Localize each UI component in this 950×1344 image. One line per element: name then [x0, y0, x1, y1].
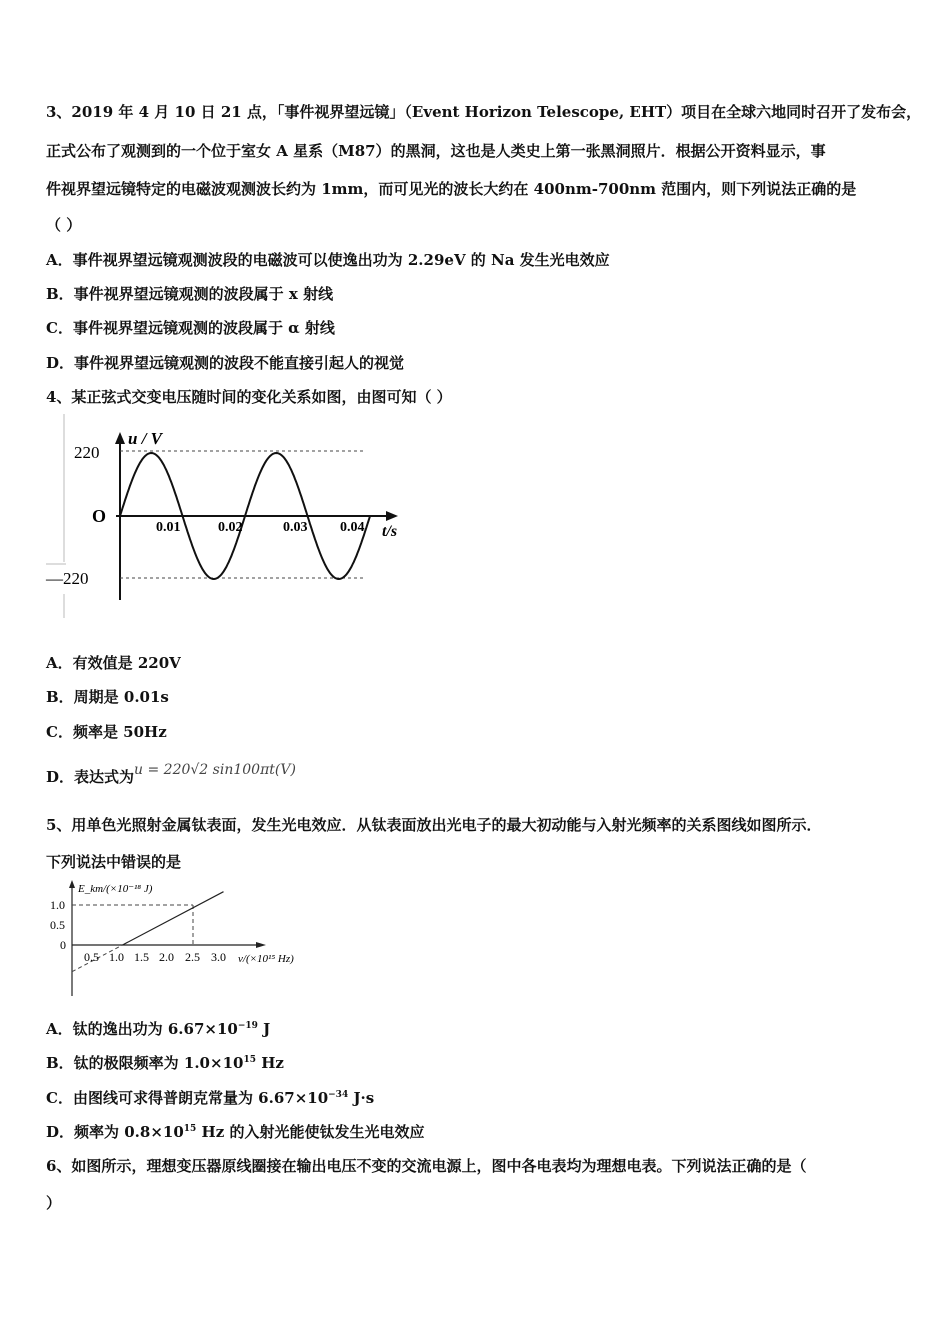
q6-stem-line-2: ） — [46, 1194, 62, 1212]
q5-stem-line-1: 5、用单色光照射金属钛表面，发生光电效应．从钛表面放出光电子的最大初动能与入射光频率的关系图线如图所示． — [46, 816, 822, 834]
q5-option-a-text: A．钛的逸出功为 6.67×10 — [46, 1020, 238, 1038]
x-tick-1.0: 1.0 — [109, 950, 124, 964]
origin-label: O — [92, 506, 107, 526]
y-tick-220: 220 — [74, 443, 100, 462]
photoelectric-chart — [44, 876, 334, 1000]
x-tick-0.01: 0.01 — [156, 520, 181, 535]
q5-option-b — [46, 1052, 284, 1073]
q5-option-a-unit: J — [257, 1020, 271, 1038]
x-axis-label: t/s — [382, 523, 398, 540]
q3-stem-line-3: 件视界望远镜特定的电磁波观测波长约为 1mm，而可见光的波长大约在 400nm-700nm 范围内，则下列说法正确的是 — [46, 180, 857, 198]
x-tick-0.02: 0.02 — [218, 520, 243, 535]
x-tick-3.0: 3.0 — [211, 950, 226, 964]
q5-option-a — [46, 1018, 270, 1039]
q6-stem-line-1: 6、如图所示，理想变压器原线圈接在输出电压不变的交流电源上，图中各电表均为理想电表。下列说法正确的是（ — [46, 1157, 807, 1175]
q4-formula: u = 220√2 sin100πt(V) — [134, 762, 296, 778]
q3-stem-line-1: 3、2019 年 4 月 10 日 21 点，「事件视界望远镜」（Event Horizon Telescope, EHT）项目在全球六地同时召开了发布会， — [46, 103, 922, 121]
origin-label: 0 — [60, 938, 66, 952]
q5-option-d-text: D．频率为 0.8×10 — [46, 1123, 184, 1141]
x-tick-1.5: 1.5 — [134, 950, 149, 964]
q5-option-b-unit: Hz — [255, 1054, 284, 1072]
sine-voltage-chart — [40, 412, 420, 622]
q5-option-d-exp: 15 — [183, 1124, 197, 1134]
q4-option-d-label: D．表达式为 — [46, 768, 135, 786]
y-axis-arrow — [115, 432, 125, 444]
q5-option-c-text: C．由图线可求得普朗克常量为 6.67×10 — [46, 1089, 329, 1107]
ek-line — [123, 892, 224, 945]
x-tick-2.5: 2.5 — [185, 950, 200, 964]
x-tick-0.04: 0.04 — [340, 520, 365, 535]
q3-stem-line-4: （ ） — [46, 216, 82, 234]
q5-option-b-text: B．钛的极限频率为 1.0×10 — [46, 1054, 244, 1072]
q5-option-c-unit: J·s — [348, 1089, 375, 1107]
y-tick-1.0: 1.0 — [50, 898, 65, 912]
q4-stem: 4、某正弦式交变电压随时间的变化关系如图，由图可知（ ） — [46, 388, 452, 406]
x-tick-2.0: 2.0 — [159, 950, 174, 964]
q3-option-b: B．事件视界望远镜观测的波段属于 x 射线 — [46, 285, 334, 303]
q5-option-a-exp: −19 — [237, 1021, 258, 1031]
x-axis-label: ν/(×10¹⁵ Hz) — [238, 953, 294, 965]
x-axis-arrow — [386, 511, 398, 521]
q4-option-c: C．频率是 50Hz — [46, 723, 167, 741]
q5-option-d — [46, 1121, 424, 1142]
y-axis-label: E_km/(×10⁻¹⁸ J) — [78, 883, 153, 895]
q5-option-d-unit: Hz 的入射光能使钛发生光电效应 — [196, 1123, 425, 1141]
q3-stem-line-2: 正式公布了观测到的一个位于室女 A 星系（M87）的黑洞，这也是人类史上第一张黑洞照片．根据公开资料显示，事 — [46, 142, 826, 160]
q5-stem-line-2: 下列说法中错误的是 — [46, 853, 182, 871]
q5-option-c — [46, 1087, 374, 1108]
x-tick-0.03: 0.03 — [283, 520, 308, 535]
q4-option-a: A．有效值是 220V — [46, 654, 181, 672]
q3-option-d: D．事件视界望远镜观测的波段不能直接引起人的视觉 — [46, 354, 405, 372]
q5-option-b-exp: 15 — [243, 1055, 256, 1065]
q5-option-c-exp: −34 — [328, 1090, 349, 1100]
y-axis-arrow — [69, 880, 75, 888]
q4-option-b: B．周期是 0.01s — [46, 688, 169, 706]
q4-option-d — [46, 762, 296, 787]
y-axis-label: u / V — [128, 429, 163, 448]
q3-option-c: C．事件视界望远镜观测的波段属于 α 射线 — [46, 319, 335, 337]
x-axis-arrow — [256, 942, 266, 948]
x-tick-0.5: 0.5 — [84, 950, 99, 964]
y-tick-neg-220: —220 — [46, 569, 89, 588]
q3-option-a: A．事件视界望远镜观测波段的电磁波可以使逸出功为 2.29eV 的 Na 发生光电效应 — [46, 251, 610, 269]
y-tick-0.5: 0.5 — [50, 918, 65, 932]
